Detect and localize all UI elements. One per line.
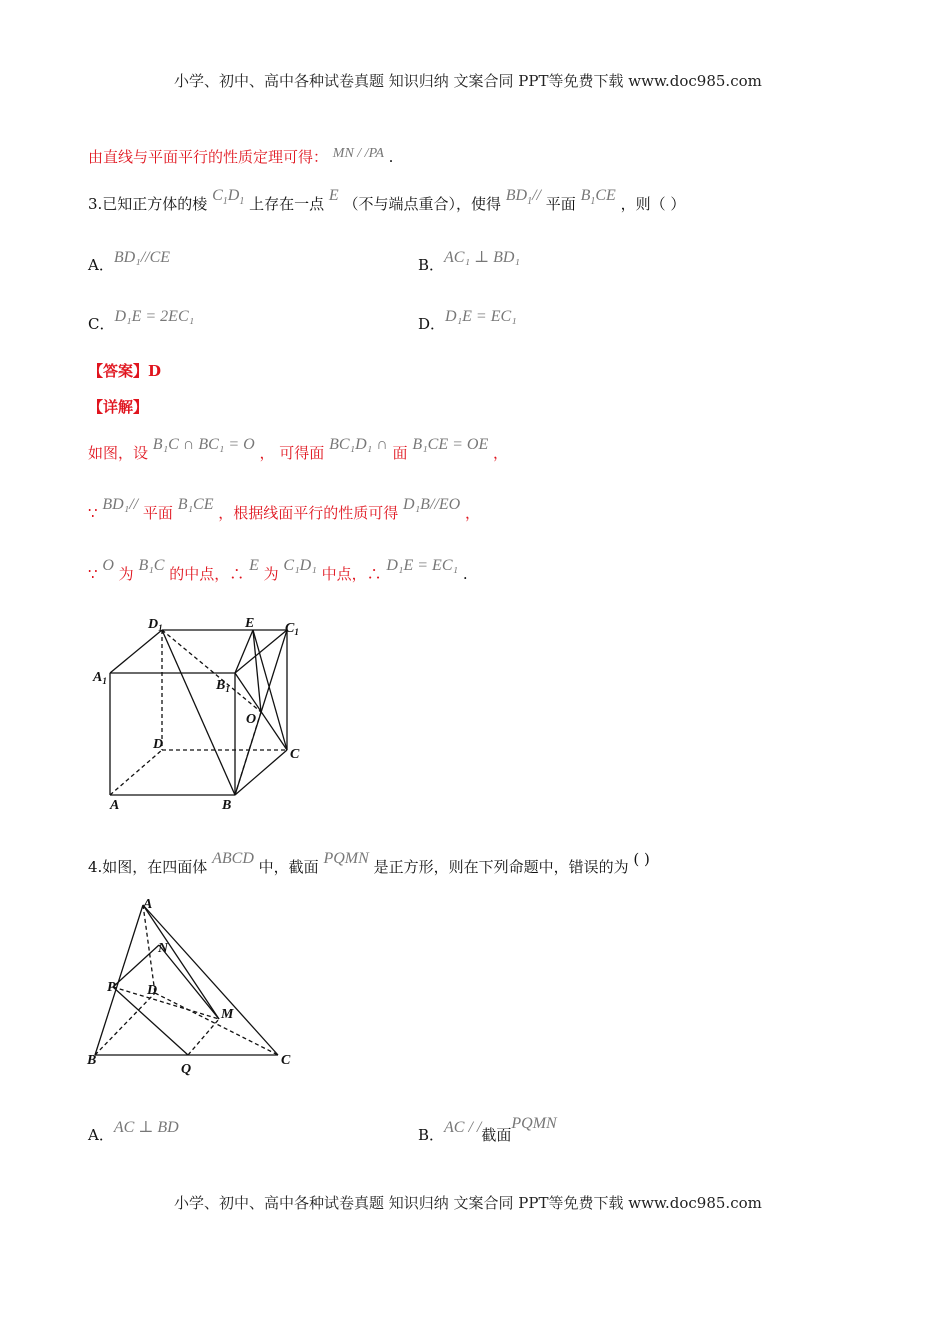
q3-stem-text-5: ，则（ ） <box>620 195 686 213</box>
cube-label-c: C <box>290 747 300 762</box>
q3-stem-text-2: 上存在一点 <box>249 195 325 213</box>
tetra-label-c: C <box>281 1053 291 1068</box>
cube-label-b: B <box>222 798 232 813</box>
q4-option-b: B．AC / /截面PQMN <box>418 1115 557 1144</box>
q3-option-c: C．D₁E = 2EC₁ <box>88 308 195 333</box>
cube-label-d: D <box>153 737 164 752</box>
cube-label-a1: $A_1$ <box>93 670 107 686</box>
q3-option-a: A．BD₁//CE <box>88 249 171 274</box>
q4-option-a: A．AC ⊥ BD <box>88 1119 179 1144</box>
q3-answer: 【答案】D <box>88 362 162 380</box>
q3-stem <box>88 187 686 216</box>
q3-math-c1d1: $C_1D_1$ <box>212 187 245 208</box>
q3-math-e: E <box>328 187 339 204</box>
q3-stem-text-3: （不与端点重合），使得 <box>343 195 501 213</box>
q3-explain-label: 【详解】 <box>88 398 149 416</box>
tetra-label-a: A <box>143 897 153 912</box>
q3-option-b: B．AC₁ ⊥ BD₁ <box>418 249 520 274</box>
prev-solution-math: MN / /PA <box>332 146 384 161</box>
page-footer: 小学、初中、高中各种试卷真题 知识归纳 文案合同 PPT等免费下载 www.doc985.com <box>174 1194 762 1212</box>
prev-solution-line <box>88 146 393 167</box>
q4-math-abcd: ABCD <box>212 850 254 867</box>
tetra-label-q: Q <box>181 1062 192 1077</box>
q3-stem-text-4: 平面 <box>545 195 576 213</box>
q4-stem: 4.如图，在四面体 ABCD 中，截面 PQMN 是正方形，则在下列命题中，错误的为 ( ) <box>88 850 650 876</box>
q3-math-bd1: $BD_1//$ <box>505 187 541 208</box>
q3-explain-line-3: ∵ O 为 B₁C 的中点，∴ E 为 C₁D₁ 中点，∴ D₁E = EC₁ . <box>88 557 468 583</box>
q4-math-pqmn: PQMN <box>323 850 369 867</box>
q3-explain-line-1: 如图，设 B₁C ∩ BC₁ = O ， 可得面 BC₁D₁ ∩ 面 B₁CE = OE ， <box>88 436 509 462</box>
tetra-label-p: P <box>107 980 116 995</box>
prev-solution-text: 由直线与平面平行的性质定理可得： <box>88 148 329 166</box>
cube-label-c1: $C_1$ <box>285 621 299 637</box>
tetrahedron-figure <box>85 895 300 1077</box>
q3-explain-line-2: ∵ BD₁// 平面 B₁CE ，根据线面平行的性质可得 D₁B//EO ， <box>88 496 480 522</box>
tetra-label-n: N <box>158 941 169 956</box>
cube-label-o: O <box>246 712 257 727</box>
q3-math-b1ce: $B_1CE$ <box>580 187 616 208</box>
tetra-label-d: D <box>147 983 158 998</box>
cube-label-b1: $B_1$ <box>216 678 230 694</box>
page-header: 小学、初中、高中各种试卷真题 知识归纳 文案合同 PPT等免费下载 www.doc985.com <box>174 72 762 90</box>
prev-solution-end: . <box>388 148 394 166</box>
cube-label-a: A <box>110 798 120 813</box>
cube-label-e: E <box>245 616 255 631</box>
q3-option-d: D．D₁E = EC₁ <box>418 308 517 333</box>
tetra-label-b: B <box>87 1053 97 1068</box>
q3-stem-text-1: 3.已知正方体的棱 <box>88 195 208 213</box>
cube-label-d1: $D_1$ <box>148 617 163 633</box>
cube-figure <box>85 610 325 815</box>
tetra-label-m: M <box>221 1007 234 1022</box>
